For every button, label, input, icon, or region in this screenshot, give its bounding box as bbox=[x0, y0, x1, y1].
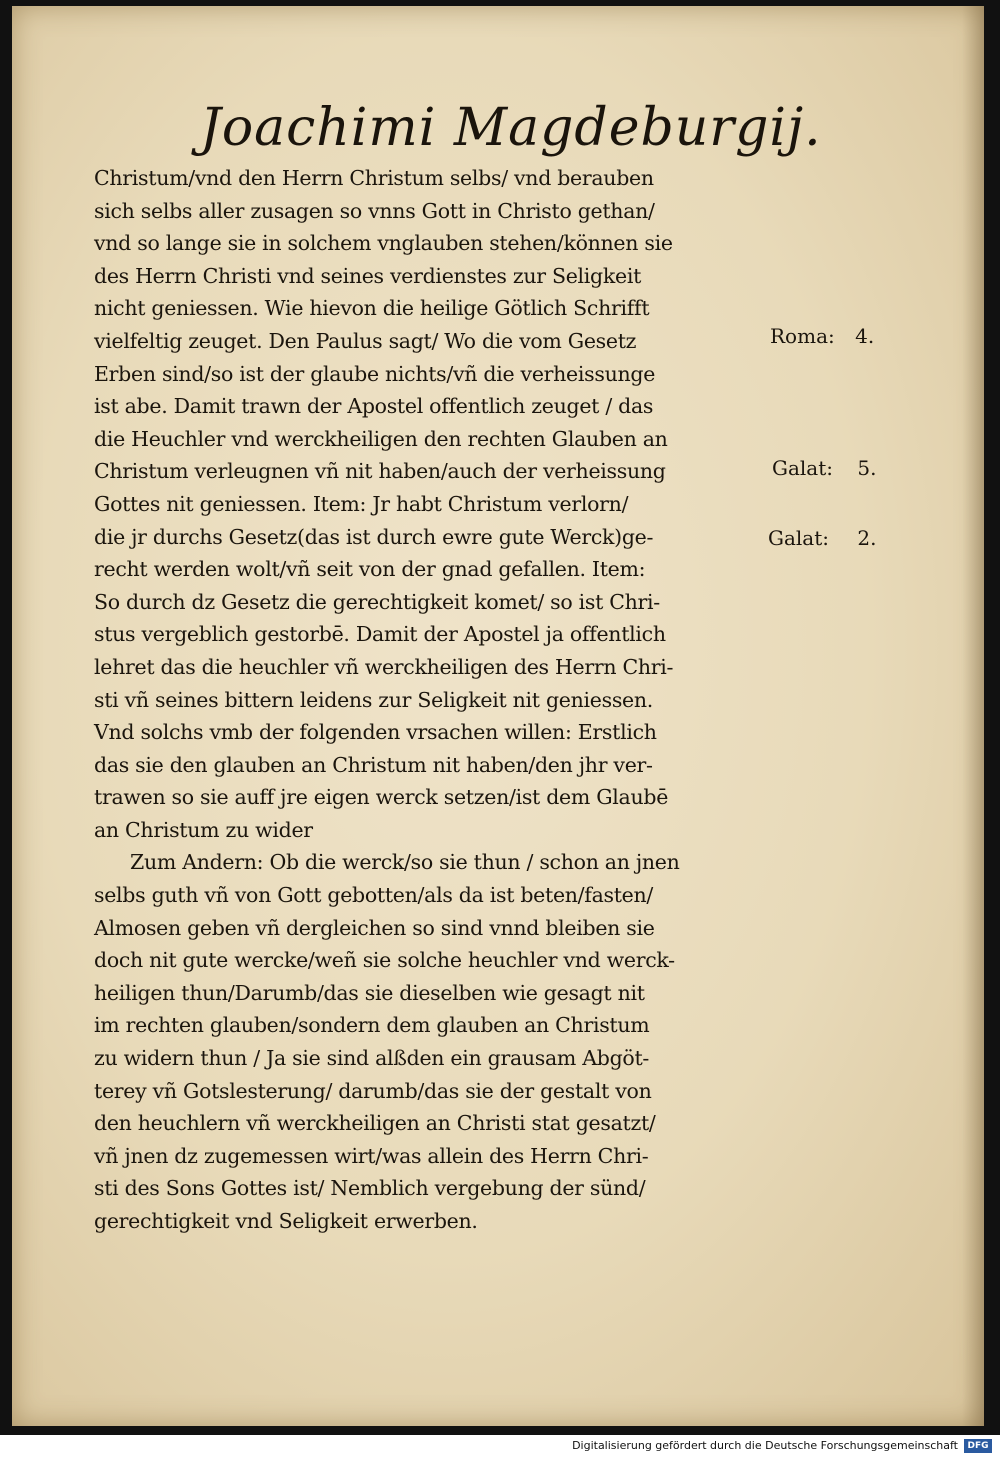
paragraph-start-line: Zum Andern: Ob die werck/so sie thun / schon an jnen bbox=[130, 850, 680, 875]
text-line: an Christum zu wider bbox=[94, 817, 313, 842]
text-line: zu widern thun / Ja sie sind alßden ein grausam Abgöt- bbox=[94, 1046, 650, 1071]
text-line: ist abe. Damit trawn der Apostel offentlich zeuget / das bbox=[94, 394, 654, 419]
margin-note-chapter: 2. bbox=[857, 526, 877, 550]
text-line: des Herrn Christi vnd seines verdienstes zur Seligkeit bbox=[94, 263, 642, 288]
text-line: terey vñ Gotslesterung/ darumb/das sie der gestalt von bbox=[94, 1078, 652, 1103]
margin-note-chapter: 4. bbox=[855, 324, 875, 348]
text-line: lehret das die heuchler vñ werckheiligen des Herrn Chri- bbox=[94, 654, 674, 679]
text-line: recht werden wolt/vñ seit von der gnad gefallen. Item: bbox=[94, 557, 646, 582]
margin-note-book: Galat: bbox=[772, 456, 833, 480]
text-line: vñ jnen dz zugemessen wirt/was allein des Herrn Chri- bbox=[94, 1143, 649, 1168]
text-line: heiligen thun/Darumb/das sie dieselben wie gesagt nit bbox=[94, 980, 645, 1005]
text-line: stus vergeblich gestorbē. Damit der Apostel ja offentlich bbox=[94, 622, 666, 647]
text-line: sich selbs aller zusagen so vnns Gott in Christo gethan/ bbox=[94, 198, 655, 223]
dfg-logo: DFG bbox=[964, 1439, 992, 1453]
page-gutter-shadow bbox=[962, 6, 984, 1426]
text-line: nicht geniessen. Wie hievon die heilige Götlich Schrifft bbox=[94, 296, 650, 321]
text-line: Gottes nit geniessen. Item: Jr habt Christum verlorn/ bbox=[94, 491, 629, 516]
text-line: trawen so sie auff jre eigen werck setzen/ist dem Glaubē bbox=[94, 785, 669, 810]
margin-note-galatians-2 bbox=[768, 526, 876, 550]
text-line: gerechtigkeit vnd Seligkeit erwerben. bbox=[94, 1209, 478, 1233]
margin-note-galatians-5 bbox=[772, 456, 876, 480]
text-line: sti vñ seines bittern leidens zur Seligkeit nit geniessen. bbox=[94, 687, 654, 712]
margin-note-book: Galat: bbox=[768, 526, 829, 550]
body-text-block bbox=[94, 162, 774, 1238]
text-line: doch nit gute wercke/weñ sie solche heuchler vnd werck- bbox=[94, 948, 675, 973]
text-line: die jr durchs Gesetz(das ist durch ewre gute Werck)ge- bbox=[94, 524, 654, 549]
margin-note-book: Roma: bbox=[770, 324, 835, 348]
text-line: Vnd solchs vmb der folgenden vrsachen willen: Erstlich bbox=[94, 720, 657, 745]
text-line: sti des Sons Gottes ist/ Nemblich vergebung der sünd/ bbox=[94, 1176, 646, 1201]
text-line: vielfeltig zeuget. Den Paulus sagt/ Wo die vom Gesetz bbox=[94, 328, 637, 353]
funding-credit: Digitalisierung gefördert durch die Deutsche Forschungsgemeinschaft bbox=[572, 1439, 958, 1452]
text-line: das sie den glauben an Christum nit haben/den jhr ver- bbox=[94, 752, 653, 777]
text-line: Christum verleugnen vñ nit haben/auch der verheissung bbox=[94, 459, 666, 484]
running-head-title: Joachimi Magdeburgij. bbox=[200, 98, 822, 158]
text-line: So durch dz Gesetz die gerechtigkeit komet/ so ist Chri- bbox=[94, 589, 660, 614]
text-line: im rechten glauben/sondern dem glauben an Christum bbox=[94, 1013, 650, 1038]
footer-bar bbox=[0, 1435, 1000, 1458]
text-line: den heuchlern vñ werckheiligen an Christi stat gesatzt/ bbox=[94, 1111, 656, 1136]
margin-note-romans bbox=[770, 324, 874, 348]
text-line: selbs guth vñ von Gott gebotten/als da ist beten/fasten/ bbox=[94, 883, 653, 908]
text-line: vnd so lange sie in solchem vnglauben stehen/können sie bbox=[94, 231, 673, 256]
margin-note-chapter: 5. bbox=[857, 456, 877, 480]
text-line: Erben sind/so ist der glaube nichts/vñ die verheissunge bbox=[94, 361, 656, 386]
text-line: Christum/vnd den Herrn Christum selbs/ vnd berauben bbox=[94, 166, 654, 190]
text-line: die Heuchler vnd werckheiligen den rechten Glauben an bbox=[94, 426, 668, 451]
text-line: Almosen geben vñ dergleichen so sind vnnd bleiben sie bbox=[94, 915, 655, 940]
